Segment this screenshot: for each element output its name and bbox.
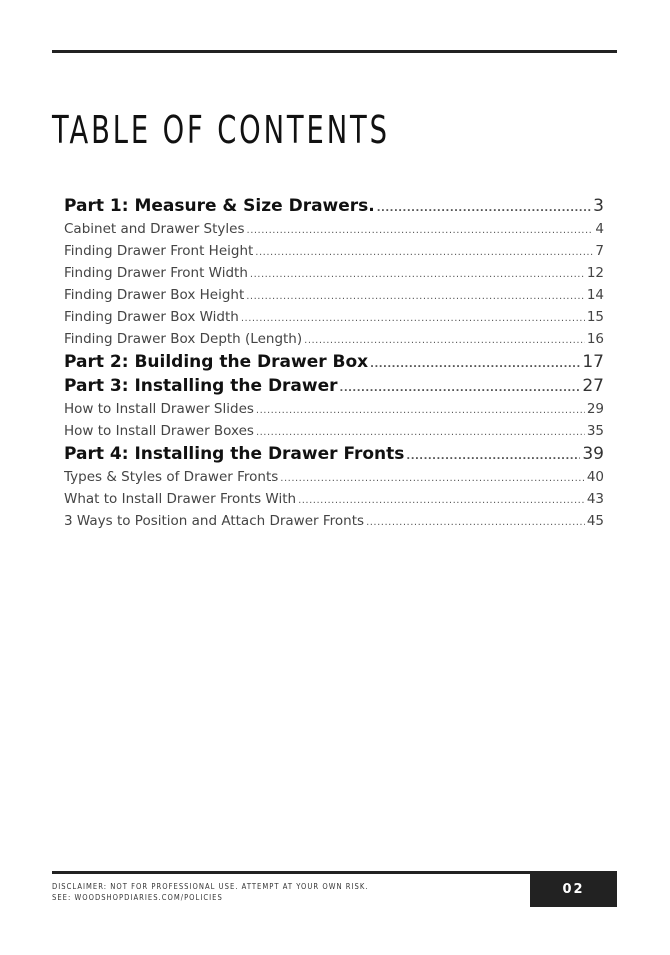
dot-leader <box>280 468 585 488</box>
toc-entry-page: 14 <box>586 287 604 303</box>
dot-leader <box>255 242 593 262</box>
dot-leader <box>304 330 585 350</box>
toc-entry-page: 27 <box>582 376 604 396</box>
toc-entry[interactable] <box>64 510 604 532</box>
toc-entry[interactable] <box>64 398 604 420</box>
toc-entry-part[interactable] <box>64 194 604 218</box>
toc-entry-page: 40 <box>586 469 604 485</box>
toc-entry-page: 39 <box>582 444 604 464</box>
page-title: TABLE OF CONTENTS <box>52 108 390 152</box>
dot-leader <box>256 400 585 420</box>
top-divider <box>52 50 617 53</box>
dot-leader <box>377 197 591 218</box>
toc-entry-page: 7 <box>595 243 604 259</box>
toc-entry-page: 43 <box>586 491 604 507</box>
dot-leader <box>366 512 585 532</box>
toc-entry-page: 45 <box>586 513 604 529</box>
toc-entry[interactable] <box>64 466 604 488</box>
toc-entry-page: 15 <box>586 309 604 325</box>
toc-entry-label: Part 1: Measure & Size Drawers. <box>64 196 375 216</box>
toc-entry-page: 12 <box>586 265 604 281</box>
toc-entry-part[interactable] <box>64 442 604 466</box>
toc-entry-label: Part 3: Installing the Drawer <box>64 376 338 396</box>
dot-leader <box>406 445 580 466</box>
toc-entry-label: What to Install Drawer Fronts With <box>64 491 297 507</box>
toc-entry-label: How to Install Drawer Boxes <box>64 423 254 439</box>
toc-entry-label: Finding Drawer Box Depth (Length) <box>64 331 303 347</box>
toc-entry-label: Finding Drawer Front Height <box>64 243 254 259</box>
dot-leader <box>247 220 594 240</box>
toc-entry-page: 35 <box>586 423 604 439</box>
toc-entry-label: Part 2: Building the Drawer Box <box>64 352 369 372</box>
toc-entry[interactable] <box>64 262 604 284</box>
toc-entry-label: Types & Styles of Drawer Fronts <box>64 469 279 485</box>
dot-leader <box>246 286 585 306</box>
toc-entry[interactable] <box>64 420 604 442</box>
toc-entry-label: Finding Drawer Box Height <box>64 287 245 303</box>
footer-divider <box>52 871 532 874</box>
dot-leader <box>250 264 585 284</box>
toc-entry-part[interactable] <box>64 350 604 374</box>
policies-link[interactable]: SEE: WOODSHOPDIARIES.COM/POLICIES <box>52 893 223 902</box>
table-of-contents <box>64 194 604 532</box>
toc-entry-label: 3 Ways to Position and Attach Drawer Fronts <box>64 513 365 529</box>
toc-entry-part[interactable] <box>64 374 604 398</box>
dot-leader <box>340 377 581 398</box>
toc-entry-label: Part 4: Installing the Drawer Fronts <box>64 444 405 464</box>
toc-entry[interactable] <box>64 240 604 262</box>
toc-entry[interactable] <box>64 488 604 510</box>
toc-entry[interactable] <box>64 284 604 306</box>
disclaimer-line: DISCLAIMER: NOT FOR PROFESSIONAL USE. ATTEMPT AT YOUR OWN RISK. <box>52 882 369 891</box>
toc-entry-page: 3 <box>593 196 604 216</box>
toc-entry-page: 17 <box>582 352 604 372</box>
dot-leader <box>256 422 585 442</box>
toc-entry-label: Cabinet and Drawer Styles <box>64 221 245 237</box>
dot-leader <box>298 490 585 510</box>
toc-entry[interactable] <box>64 328 604 350</box>
footer-disclaimer <box>52 881 369 903</box>
toc-entry[interactable] <box>64 306 604 328</box>
dot-leader <box>241 308 585 328</box>
toc-entry-page: 4 <box>595 221 604 237</box>
toc-entry-page: 16 <box>586 331 604 347</box>
toc-entry-label: Finding Drawer Front Width <box>64 265 248 281</box>
toc-entry-label: Finding Drawer Box Width <box>64 309 239 325</box>
dot-leader <box>370 353 580 374</box>
toc-entry-label: How to Install Drawer Slides <box>64 401 254 417</box>
toc-entry-page: 29 <box>586 401 604 417</box>
toc-entry[interactable] <box>64 218 604 240</box>
page-number-badge: 02 <box>530 871 617 907</box>
